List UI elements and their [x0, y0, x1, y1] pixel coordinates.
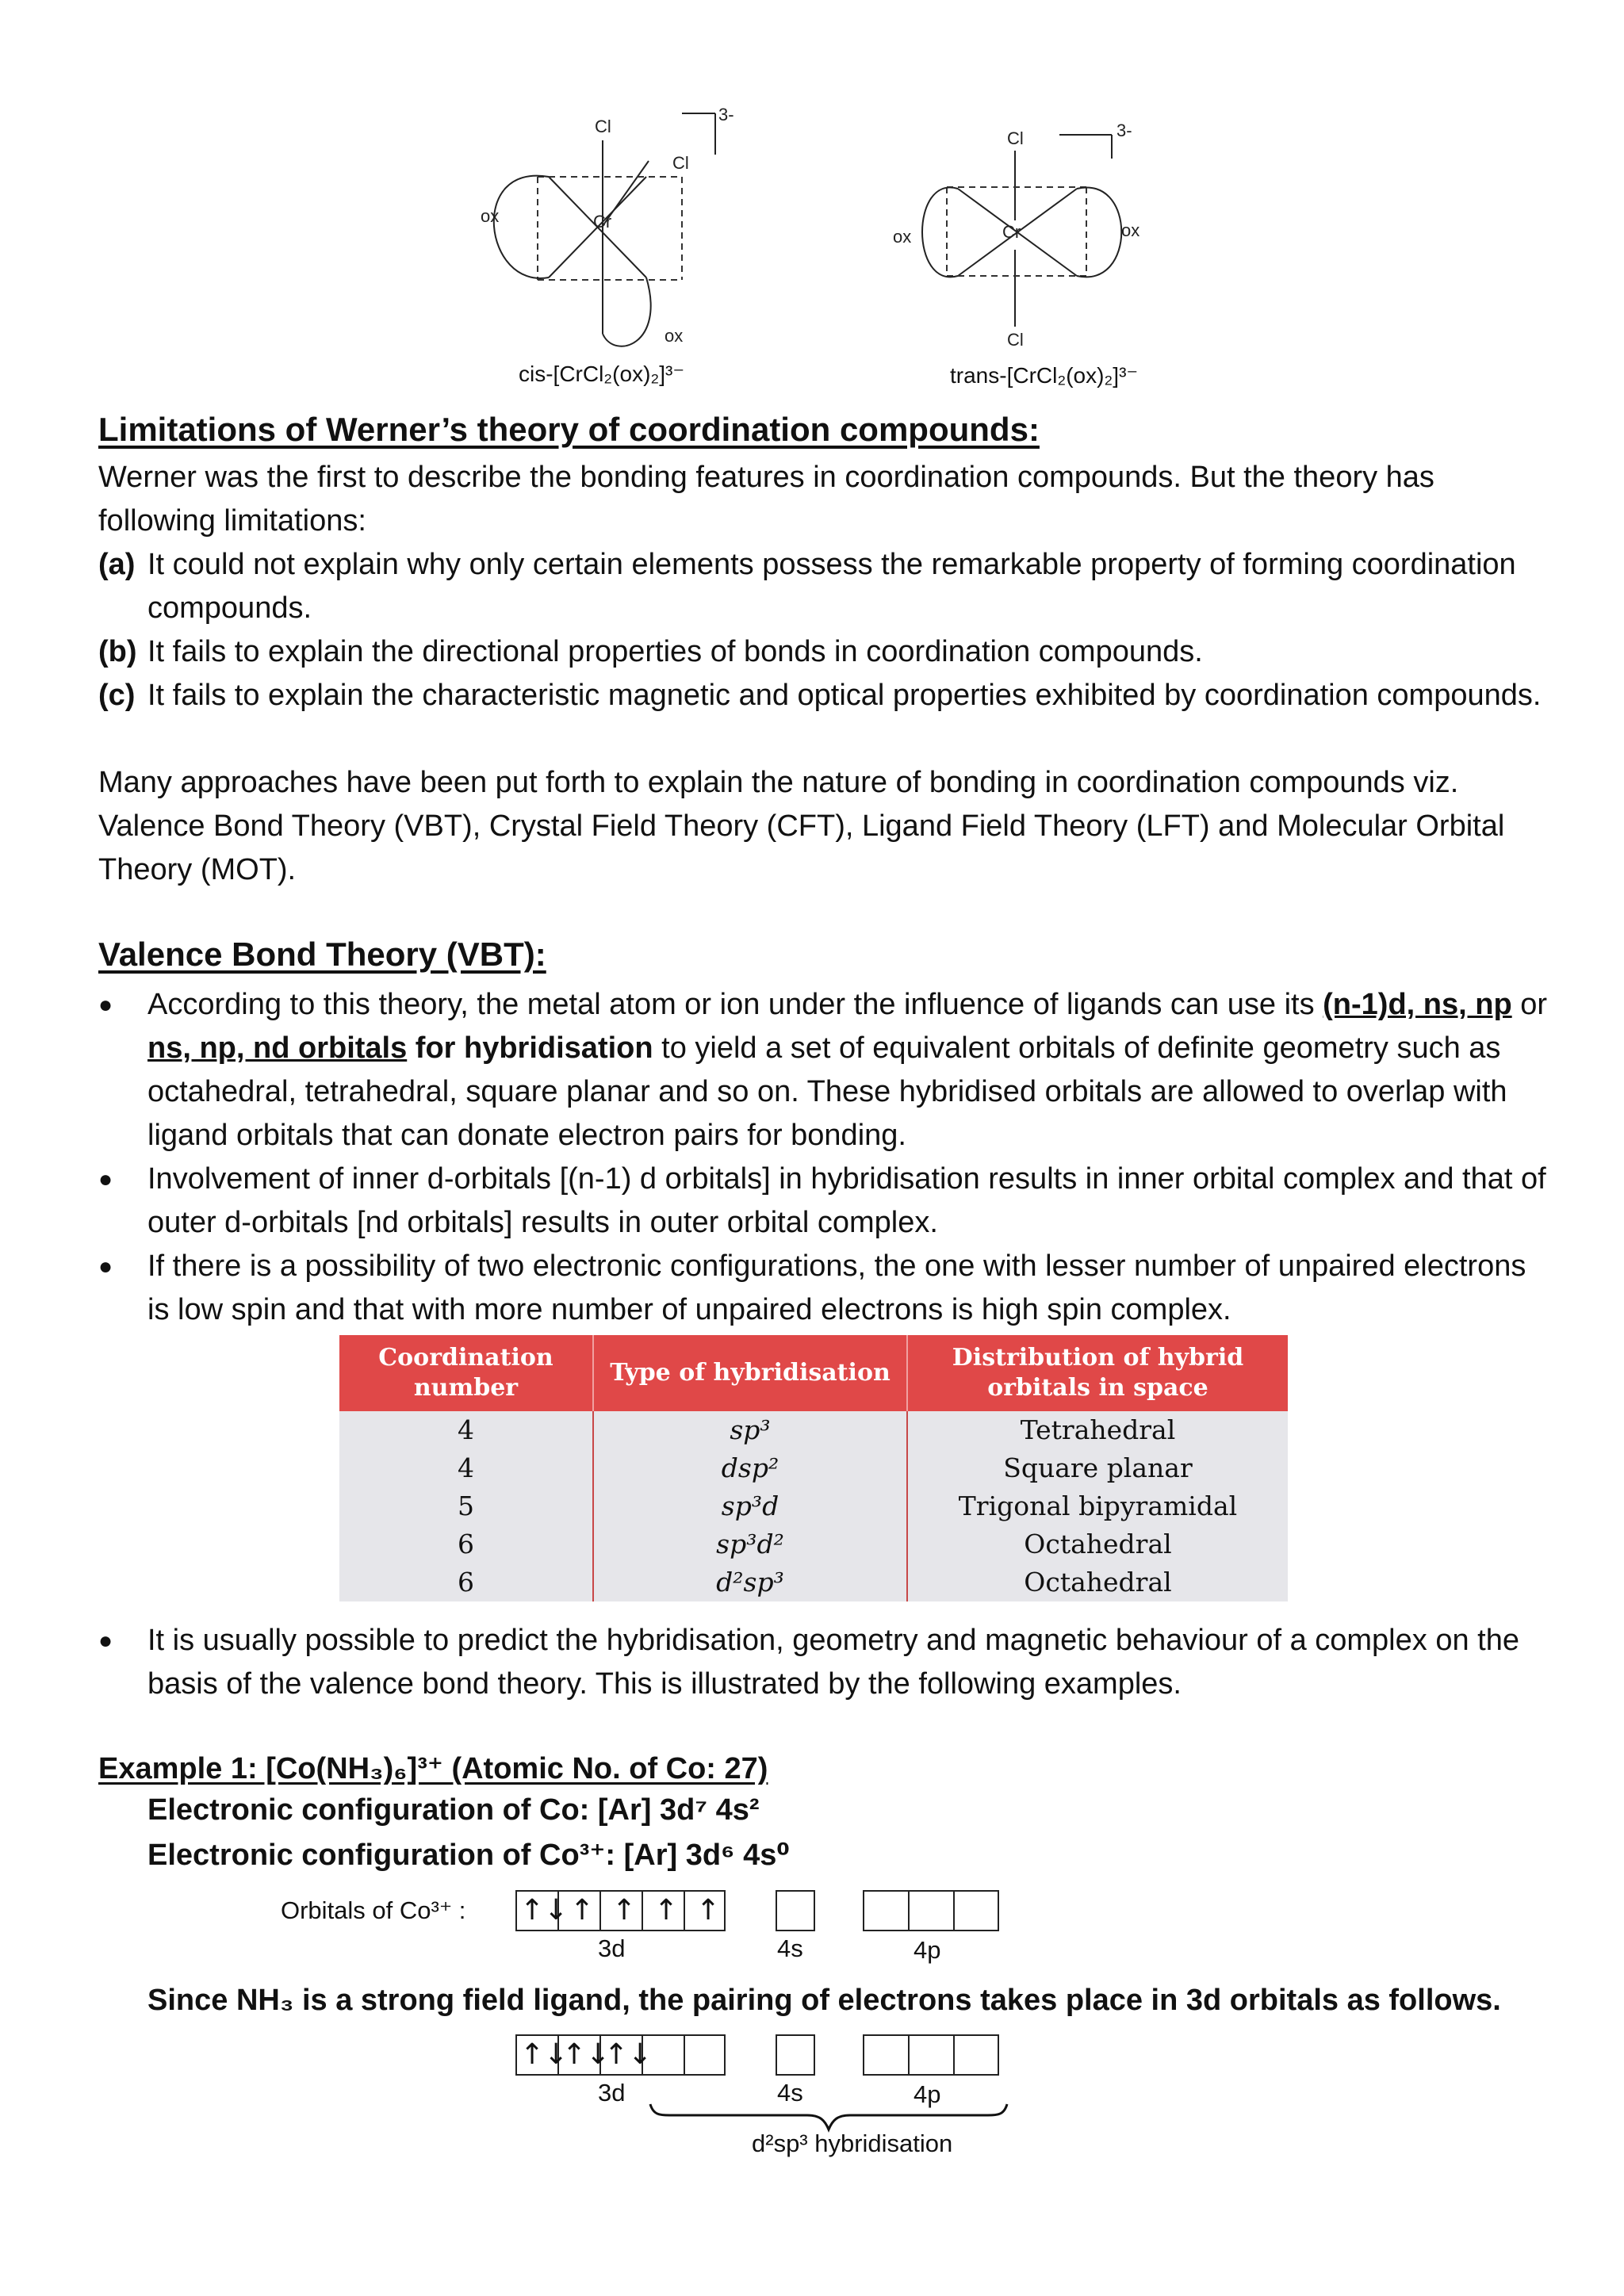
label-4p: 4p — [914, 1936, 941, 1964]
pairing-text: Since NH₃ is a strong field ligand, the pairing of electrons takes place in 3d orbitals as follows. — [147, 1984, 1501, 2017]
vbt-heading: Valence Bond Theory (VBT): — [98, 936, 546, 973]
table-cell: sp³d — [593, 1487, 907, 1525]
cis-structure-diagram — [444, 107, 761, 392]
label-4p-2: 4p — [914, 2080, 941, 2108]
orbital-cell — [685, 1892, 726, 1930]
vbt-b1-bold: for hybridisation — [407, 1031, 653, 1065]
limitation-text: It could not explain why only certain elements possess the remarkable property of forming coordination compounds. — [147, 548, 1516, 625]
vbt-b1-text-3: to yield a set of equivalent orbitals of definite geometry such as octahedral, tetrahedral, square planar and so on. These hybridised orbitals are allowed to overlap with ligand orbitals that can donate electron pairs for bonding. — [147, 1031, 1507, 1152]
table-row — [339, 1411, 1288, 1449]
bullet-dot-icon: ● — [98, 1166, 113, 1192]
limitation-label: (c) — [98, 679, 136, 712]
table-cell: dsp² — [593, 1449, 907, 1487]
table-row — [339, 1563, 1288, 1601]
example1-title: Example 1: [Co(NH₃)₆]³⁺ (Atomic No. of Co: 27) — [98, 1752, 768, 1785]
trans-cr: Cr — [1002, 222, 1021, 242]
trans-ox-left: ox — [893, 227, 912, 247]
table-cell: 4 — [339, 1449, 593, 1487]
table-cell: Trigonal bipyramidal — [907, 1487, 1288, 1525]
orbital-cell — [643, 2036, 685, 2074]
limitation-item-a — [98, 543, 1549, 630]
vbt-bullet-1 — [98, 983, 1549, 1158]
table-cell: Square planar — [907, 1449, 1288, 1487]
orbital-4p-boxes — [863, 1890, 999, 1931]
limitations-heading: Limitations of Werner’s theory of coordination compounds: — [98, 411, 1040, 448]
vbt-b2-text: Involvement of inner d-orbitals [(n-1) d orbitals] in hybridisation results in inner orbital complex and that of outer d-orbitals [nd orbitals] results in outer orbital complex. — [147, 1162, 1546, 1239]
hybridisation-table — [339, 1335, 1288, 1601]
trans-caption: trans-[CrCl₂(ox)₂]³⁻ — [950, 363, 1139, 388]
table-cell: 5 — [339, 1487, 593, 1525]
orbital-4p-boxes-2 — [863, 2034, 999, 2076]
trans-cl-bottom: Cl — [1007, 330, 1024, 350]
orbital-4s-box-2 — [776, 2034, 815, 2076]
vbt-bullet-4 — [98, 1619, 1549, 1706]
cis-charge: 3- — [718, 105, 734, 124]
orbital-3d-boxes — [515, 1890, 726, 1931]
cis-structure-lines — [444, 107, 761, 392]
orbital-cell — [517, 2036, 569, 2074]
hybridisation-brace — [649, 2101, 1009, 2133]
cis-ox-left: ox — [481, 206, 500, 226]
electron-arrows: ↑ — [570, 1894, 595, 1927]
vbt-bullet-3 — [98, 1245, 1549, 1332]
bullet-dot-icon: ● — [98, 1628, 113, 1654]
header-distribution: Distribution of hybrid orbitals in space — [907, 1335, 1288, 1411]
limitation-text: It fails to explain the characteristic magnetic and optical properties exhibited by coordination compounds. — [147, 679, 1542, 712]
limitation-label: (a) — [98, 548, 136, 581]
header-hybridisation-type: Type of hybridisation — [593, 1335, 907, 1411]
vbt-b1-text-1: According to this theory, the metal atom or ion under the influence of ligands can use its — [147, 988, 1323, 1021]
orbital-cell — [601, 2036, 653, 2074]
vbt-b1-text-2: or — [1511, 988, 1548, 1021]
label-4s-2: 4s — [777, 2079, 803, 2107]
bullet-dot-icon: ● — [98, 1253, 113, 1280]
label-3d: 3d — [598, 1934, 626, 1962]
config-co3: Electronic configuration of Co³⁺: [Ar] 3d⁶ 4s⁰ — [147, 1839, 791, 1872]
table-header-row — [339, 1335, 1288, 1411]
orbital-cell — [559, 2036, 611, 2074]
orbital-cell — [601, 1892, 643, 1930]
table-row — [339, 1487, 1288, 1525]
cis-cl-side: Cl — [672, 153, 689, 173]
table-cell: Octahedral — [907, 1525, 1288, 1563]
vbt-b3-text: If there is a possibility of two electronic configurations, the one with lesser number of unpaired electrons is low spin and that with more number of unpaired electrons is high spin complex. — [147, 1249, 1526, 1326]
label-4s: 4s — [777, 1934, 803, 1962]
orbital-3d-boxes-paired — [515, 2034, 726, 2076]
limitations-closing: Many approaches have been put forth to explain the nature of bonding in coordination compounds viz. Valence Bond Theory (VBT), Crystal Field Theory (CFT), Ligand Field Theory (LFT) and Molecular Orbital Theory (MOT). — [98, 766, 1505, 886]
vbt-b1-orbitals-1: (n-1)d, ns, np — [1323, 988, 1512, 1021]
trans-structure-diagram — [887, 111, 1188, 373]
electron-arrows: ↑↓ — [520, 1894, 569, 1927]
electron-arrows: ↑↓ — [562, 2038, 611, 2071]
electron-arrows: ↑ — [654, 1894, 679, 1927]
table-cell: d²sp³ — [593, 1563, 907, 1601]
vbt-b4-text: It is usually possible to predict the hybridisation, geometry and magnetic behaviour of a complex on the basis of the valence bond theory. This is illustrated by the following examples. — [147, 1624, 1519, 1701]
orbital-cell — [643, 1892, 685, 1930]
table-cell: sp³d² — [593, 1525, 907, 1563]
bullet-dot-icon: ● — [98, 992, 113, 1018]
header-coordination-number: Coordination number — [339, 1335, 593, 1411]
limitation-item-b — [98, 630, 1549, 674]
trans-charge: 3- — [1116, 121, 1132, 140]
trans-structure-lines — [887, 111, 1188, 373]
orbital-cell — [685, 2036, 726, 2074]
table-cell: 6 — [339, 1563, 593, 1601]
config-co: Electronic configuration of Co: [Ar] 3d⁷ 4s² — [147, 1793, 760, 1827]
orbital-cell — [559, 1892, 601, 1930]
table-cell: sp³ — [593, 1411, 907, 1449]
cis-cr: Cr — [593, 212, 612, 232]
label-3d-2: 3d — [598, 2079, 626, 2107]
trans-cl-top: Cl — [1007, 128, 1024, 148]
table-cell: Octahedral — [907, 1563, 1288, 1601]
electron-arrows: ↑↓ — [520, 2038, 569, 2071]
electron-arrows: ↑ — [612, 1894, 637, 1927]
limitation-text: It fails to explain the directional properties of bonds in coordination compounds. — [147, 635, 1203, 668]
orbitals-label: Orbitals of Co³⁺ : — [281, 1896, 466, 1924]
hybridisation-label: d²sp³ hybridisation — [752, 2130, 953, 2157]
orbital-cell — [517, 1892, 569, 1930]
table-row — [339, 1525, 1288, 1563]
vbt-b1-orbitals-2: ns, np, nd orbitals — [147, 1031, 408, 1065]
table-cell: 6 — [339, 1525, 593, 1563]
cis-cl-top: Cl — [595, 117, 611, 136]
cis-caption: cis-[CrCl₂(ox)₂]³⁻ — [519, 362, 685, 386]
table-cell: Tetrahedral — [907, 1411, 1288, 1449]
limitations-intro: Werner was the first to describe the bonding features in coordination compounds. But the theory has following limitations: — [98, 461, 1434, 538]
orbital-4s-box — [776, 1890, 815, 1931]
vbt-bullet-2 — [98, 1158, 1549, 1245]
trans-ox-right: ox — [1121, 220, 1140, 240]
electron-arrows: ↑ — [696, 1894, 721, 1927]
limitation-label: (b) — [98, 635, 137, 668]
table-cell: 4 — [339, 1411, 593, 1449]
table-row — [339, 1449, 1288, 1487]
limitation-item-c — [98, 674, 1549, 718]
electron-arrows: ↑↓ — [604, 2038, 653, 2071]
cis-ox-bottom: ox — [665, 326, 684, 346]
